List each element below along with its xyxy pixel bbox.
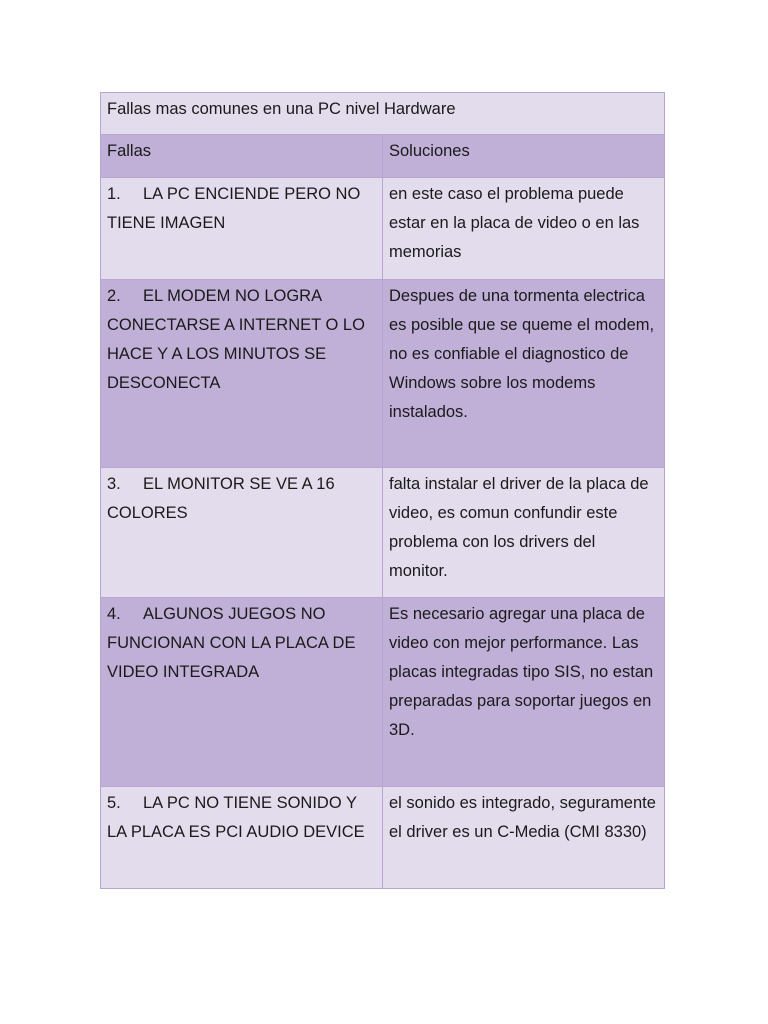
solucion-cell: el sonido es integrado, seguramente el driver es un C-Media (CMI 8330) bbox=[383, 787, 665, 889]
row-number: 3. bbox=[107, 475, 121, 493]
table-row bbox=[101, 598, 665, 787]
falla-text: ALGUNOS JUEGOS NO FUNCIONAN CON LA PLACA DE VIDEO INTEGRADA bbox=[107, 605, 356, 681]
table-row bbox=[101, 787, 665, 889]
falla-text: LA PC NO TIENE SONIDO Y LA PLACA ES PCI AUDIO DEVICE bbox=[107, 794, 365, 841]
table-row bbox=[101, 468, 665, 598]
falla-text: LA PC ENCIENDE PERO NO TIENE IMAGEN bbox=[107, 185, 361, 232]
row-number: 2. bbox=[107, 287, 121, 305]
falla-text: EL MONITOR SE VE A 16 COLORES bbox=[107, 475, 335, 522]
row-number: 5. bbox=[107, 794, 121, 812]
solucion-cell: Despues de una tormenta electrica es posible que se queme el modem, no es confiable el diagnostico de Windows sobre los modems instalados. bbox=[383, 280, 665, 468]
faults-table bbox=[100, 92, 665, 889]
falla-cell bbox=[101, 787, 383, 889]
header-fallas: Fallas bbox=[101, 135, 383, 178]
row-number: 1. bbox=[107, 185, 121, 203]
falla-cell bbox=[101, 178, 383, 280]
table-header-row bbox=[101, 135, 665, 178]
row-number: 4. bbox=[107, 605, 121, 623]
falla-text: EL MODEM NO LOGRA CONECTARSE A INTERNET O LO HACE Y A LOS MINUTOS SE DESCONECTA bbox=[107, 287, 365, 392]
solucion-cell: falta instalar el driver de la placa de video, es comun confundir este problema con los drivers del monitor. bbox=[383, 468, 665, 598]
falla-cell bbox=[101, 280, 383, 468]
header-soluciones: Soluciones bbox=[383, 135, 665, 178]
table-title-row bbox=[101, 93, 665, 135]
solucion-cell: en este caso el problema puede estar en la placa de video o en las memorias bbox=[383, 178, 665, 280]
falla-cell bbox=[101, 598, 383, 787]
table-title: Fallas mas comunes en una PC nivel Hardware bbox=[101, 93, 665, 135]
falla-cell bbox=[101, 468, 383, 598]
table-row bbox=[101, 178, 665, 280]
solucion-cell: Es necesario agregar una placa de video con mejor performance. Las placas integradas tipo SIS, no estan preparadas para soportar juegos en 3D. bbox=[383, 598, 665, 787]
table-row bbox=[101, 280, 665, 468]
